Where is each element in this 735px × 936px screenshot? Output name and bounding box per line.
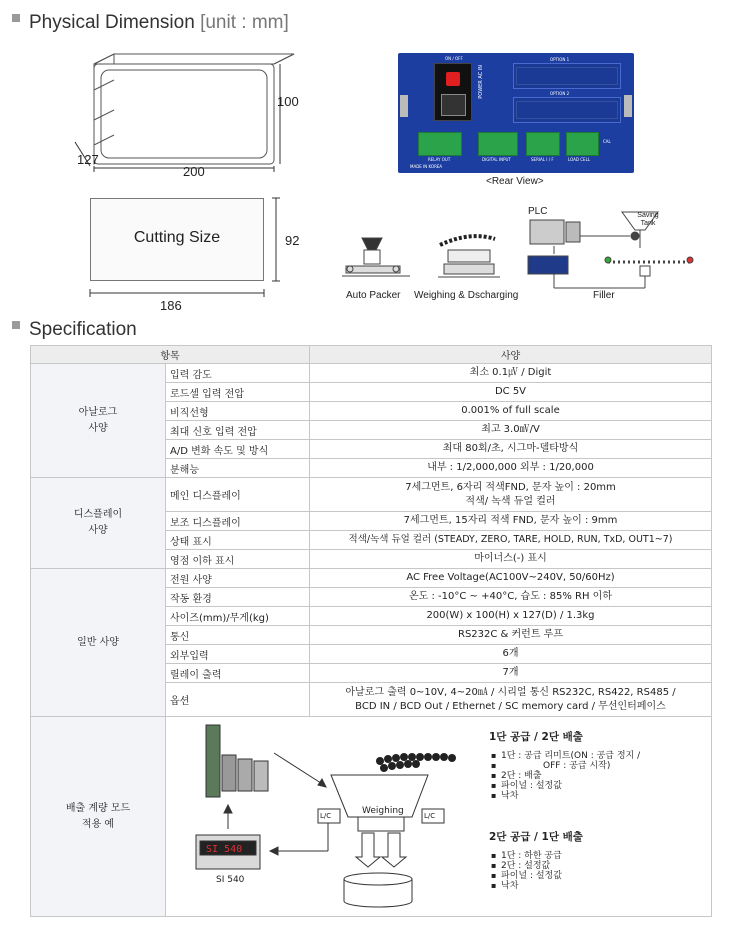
row-value: 최소 0.1㎶ / Digit (310, 364, 712, 383)
mode2-title: 2단 공급 / 1단 배출 (489, 831, 583, 843)
serial-terminal (526, 132, 560, 156)
list-item-cont: ▪ OFF : 공급 시작) (491, 761, 640, 771)
row-value: 적색/녹색 듀얼 컬러 (STEADY, ZERO, TARE, HOLD, RUN, TxD, OUT1~7) (310, 531, 712, 550)
list-item: ▪ 낙차 (491, 881, 562, 891)
row-item: 최대 신호 입력 전압 (166, 421, 310, 440)
row-item: 상태 표시 (166, 531, 310, 550)
row-value: 7개 (310, 664, 712, 683)
power-socket-icon (441, 94, 466, 116)
bullet-square-icon (12, 321, 20, 329)
svg-text:SI 540: SI 540 (206, 844, 243, 855)
group-example: 배출 계량 모드 적용 예 (31, 717, 166, 917)
plc-label: PLC (528, 206, 548, 217)
row-item: 작동 환경 (166, 588, 310, 607)
row-value: DC 5V (310, 383, 712, 402)
specification-title: Specification (12, 319, 137, 341)
loadcell-right-label: L/C (424, 812, 436, 820)
discharge-diagram (166, 717, 466, 917)
loadcell-label: LOAD CELL (568, 157, 591, 162)
list-item: ▪ 낙차 (491, 791, 640, 801)
row-value: 아날로그 출력 0~10V, 4~20㎃ / 시리얼 통신 RS232C, RS422, RS485 / BCD IN / BCD Out / Ethernet / SC memory card / 무선인터페이스 (310, 683, 712, 717)
row-item: 전원 사양 (166, 569, 310, 588)
digital-label: DIGITAL INPUT (482, 157, 511, 162)
power-switch (434, 63, 472, 121)
row-item: 옵션 (166, 683, 310, 717)
power-label: POWER AC IN (478, 65, 484, 99)
row-item: 보조 디스플레이 (166, 512, 310, 531)
row-item: 영점 이하 표시 (166, 550, 310, 569)
table-row (31, 569, 712, 588)
list-item: ▪ 1단 : 하한 공급 (491, 851, 562, 861)
option2-label: OPTION 2 (550, 91, 570, 96)
loadcell-terminal (566, 132, 599, 156)
list-item: ▪ 파이널 : 설정값 (491, 871, 562, 881)
onoff-label: ON / OFF (445, 56, 463, 61)
row-value: 내부 : 1/2,000,000 외부 : 1/20,000 (310, 459, 712, 478)
digital-terminal (478, 132, 518, 156)
row-value: 200(W) x 100(H) x 127(D) / 1.3kg (310, 607, 712, 626)
example-diagram-cell (166, 717, 712, 917)
table-header-row (31, 346, 712, 364)
row-item: A/D 변화 속도 및 방식 (166, 440, 310, 459)
spec-table (30, 345, 712, 917)
mode2-list (491, 851, 562, 891)
mount-bracket-right (624, 95, 632, 117)
header-item: 항목 (31, 346, 310, 364)
physical-dimension-title: Physical Dimension [unit : mm] (12, 12, 289, 34)
row-value: 6개 (310, 645, 712, 664)
row-value: 0.001% of full scale (310, 402, 712, 421)
rear-view-panel (398, 53, 634, 173)
dim-width: 200 (183, 164, 205, 179)
row-value: 최대 80회/초, 시그마-델타방식 (310, 440, 712, 459)
weighing-discharging-label: Weighing & Dscharging (414, 290, 519, 301)
option2-slot (513, 97, 621, 123)
row-item: 릴레이 출력 (166, 664, 310, 683)
loadcell-left-label: L/C (320, 812, 332, 820)
cut-dim-width: 186 (160, 298, 182, 313)
list-item: ▪ 2단 : 설정값 (491, 861, 562, 871)
row-item: 통신 (166, 626, 310, 645)
relay-terminal (418, 132, 462, 156)
row-value: 7세그먼트, 15자리 적색 FND, 문자 높이 : 9mm (310, 512, 712, 531)
option1-slot (513, 63, 621, 89)
bullet-square-icon (12, 14, 20, 22)
row-item: 입력 감도 (166, 364, 310, 383)
power-switch-icon (446, 72, 460, 86)
si540-label: SI 540 (216, 875, 245, 885)
row-item: 메인 디스플레이 (166, 478, 310, 512)
cutting-size-label: Cutting Size (133, 229, 221, 246)
option1-label: OPTION 1 (550, 57, 570, 62)
row-item: 로드셀 입력 전압 (166, 383, 310, 402)
row-value: RS232C & 커런트 루프 (310, 626, 712, 645)
group-general: 일반 사양 (31, 569, 166, 717)
group-display: 디스플레이 사양 (31, 478, 166, 569)
relay-label: RELAY OUT (428, 157, 451, 162)
row-value: 마이너스(-) 표시 (310, 550, 712, 569)
row-value: 온도 : -10°C ~ +40°C, 습도 : 85% RH 이하 (310, 588, 712, 607)
table-row (31, 364, 712, 383)
auto-packer-label: Auto Packer (346, 290, 401, 301)
list-item: ▪ 파이널 : 설정값 (491, 781, 640, 791)
row-item: 비직선형 (166, 402, 310, 421)
list-item: ▪ 1단 : 공급 리미트(ON : 공급 정지 / (491, 751, 640, 761)
saving-tank-label: Saving Tank (637, 212, 659, 227)
row-item: 분해능 (166, 459, 310, 478)
made-in-label: MADE IN KOREA (410, 164, 443, 169)
row-item: 사이즈(mm)/무게(kg) (166, 607, 310, 626)
dim-depth: 127 (77, 152, 99, 167)
weighing-label: Weighing (362, 806, 404, 816)
cutting-dim-lines (86, 195, 286, 305)
row-value: 7세그먼트, 6자리 적색FND, 문자 높이 : 20mm 적색/ 녹색 듀얼 컬러 (310, 478, 712, 512)
cut-dim-height: 92 (285, 233, 300, 248)
serial-label: SERIAL I / F (531, 157, 554, 162)
mount-bracket-left (400, 95, 408, 117)
rear-view-caption: <Rear View> (486, 176, 544, 187)
row-value: 최고 3.0㎷/V (310, 421, 712, 440)
mode1-title: 1단 공급 / 2단 배출 (489, 731, 583, 743)
filler-label: Filler (593, 290, 615, 301)
header-value: 사양 (310, 346, 712, 364)
table-row (31, 478, 712, 512)
cal-label: CAL (603, 139, 611, 144)
mode1-list (491, 751, 640, 801)
row-item: 외부입력 (166, 645, 310, 664)
group-analog: 아날로그 사양 (31, 364, 166, 478)
example-row (31, 717, 712, 917)
list-item: ▪ 2단 : 배출 (491, 771, 640, 781)
row-value: AC Free Voltage(AC100V~240V, 50/60Hz) (310, 569, 712, 588)
dim-height: 100 (277, 94, 299, 109)
